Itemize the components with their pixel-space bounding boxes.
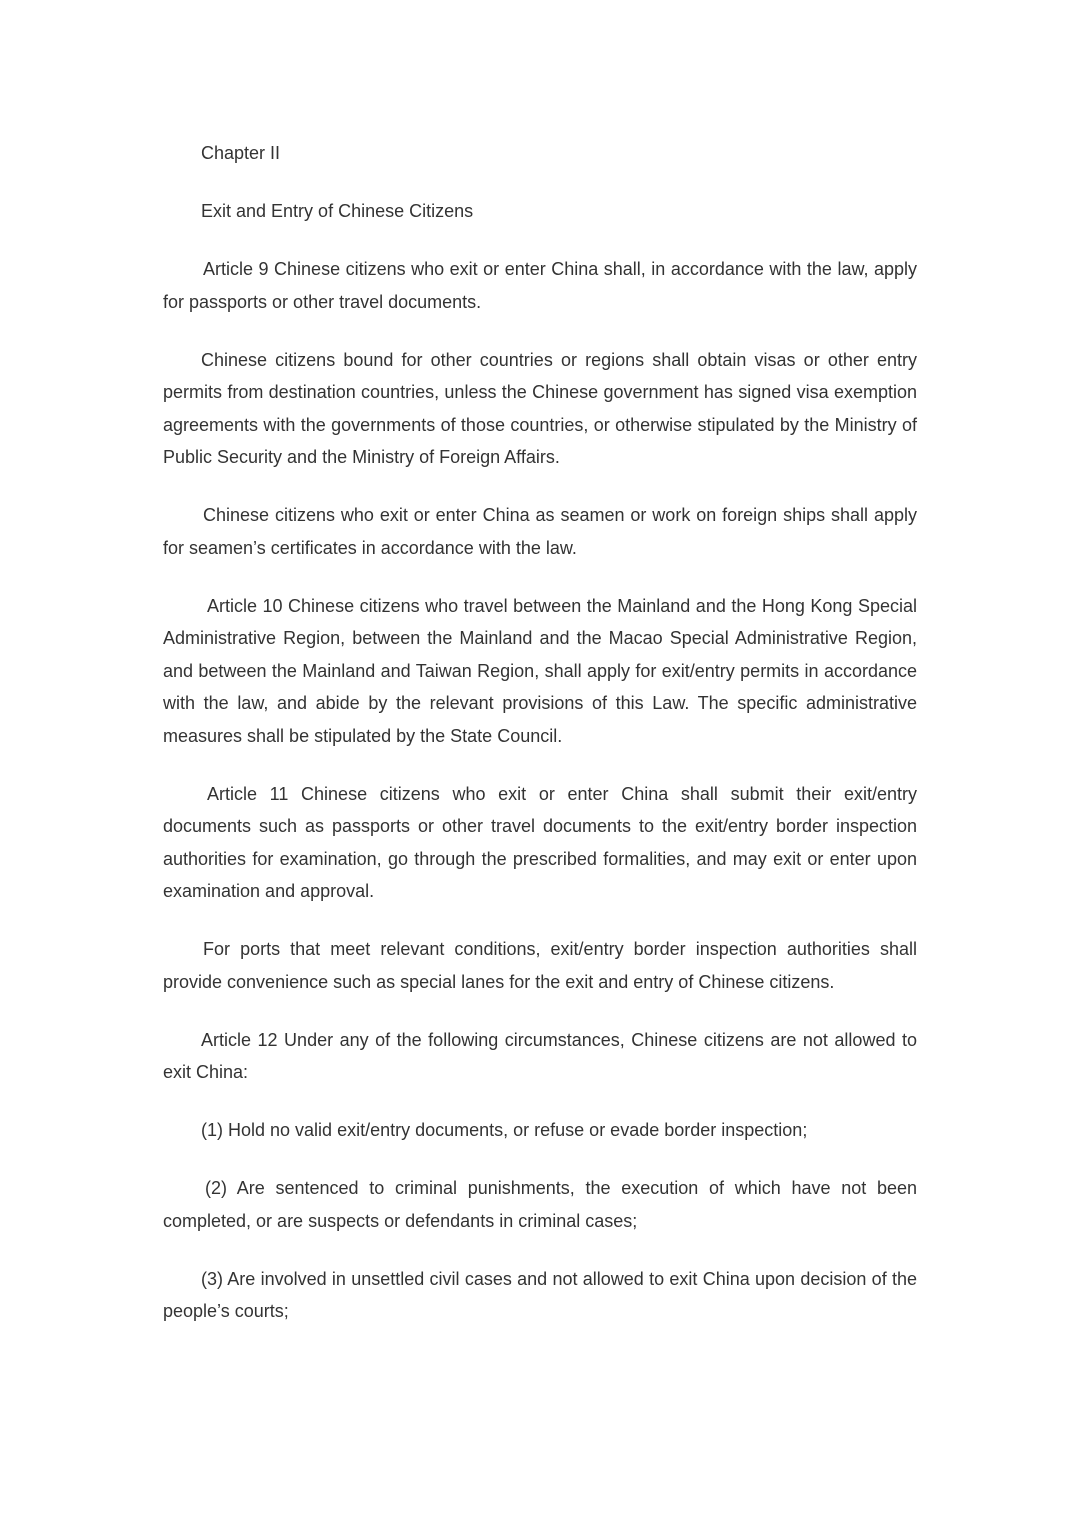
paragraph-article-10: Article 10 Chinese citizens who travel between the Mainland and the Hong Kong Special Administrative Region, between the Mainland and the Macao Special Administrative Region, and between the Mainland and Taiwan Region, shall apply for exit/entry permits in accordance with the law, and abide by the relevant provisions of this Law. The specific administrative measures shall be stipulated by the State Council.: [163, 595, 917, 746]
paragraph-seamen: Chinese citizens who exit or enter China as seamen or work on foreign ships shall apply for seamen’s certificates in accordance with the law.: [163, 505, 917, 558]
paragraph-visas: Chinese citizens bound for other countries or regions shall obtain visas or other entry permits from destination countries, unless the Chinese government has signed visa exemption agreements with the governments of those countries, or otherwise stipulated by the Ministry of Public Security and the Ministry of Foreign Affairs.: [163, 349, 917, 467]
list-item-2: (2) Are sentenced to criminal punishments, the execution of which have not been completed, or are suspects or defendants in criminal cases;: [163, 1178, 917, 1231]
list-item-1: (1) Hold no valid exit/entry documents, or refuse or evade border inspection;: [201, 1120, 808, 1140]
paragraph-article-12: Article 12 Under any of the following circumstances, Chinese citizens are not allowed to exit China:: [163, 1029, 917, 1082]
chapter-title: Exit and Entry of Chinese Citizens: [201, 201, 474, 221]
document-page: [163, 137, 917, 1353]
list-item-3: (3) Are involved in unsettled civil cases and not allowed to exit China upon decision of the people’s courts;: [163, 1268, 917, 1321]
paragraph-ports: For ports that meet relevant conditions, exit/entry border inspection authorities shall provide convenience such as special lanes for the exit and entry of Chinese citizens.: [163, 939, 917, 992]
paragraph-article-9: Article 9 Chinese citizens who exit or enter China shall, in accordance with the law, apply for passports or other travel documents.: [163, 259, 917, 312]
chapter-number: Chapter II: [201, 143, 281, 163]
paragraph-article-11: Article 11 Chinese citizens who exit or enter China shall submit their exit/entry documents such as passports or other travel documents to the exit/entry border inspection authorities for examination, go through the prescribed formalities, and may exit or enter upon examination and approval.: [163, 783, 917, 901]
